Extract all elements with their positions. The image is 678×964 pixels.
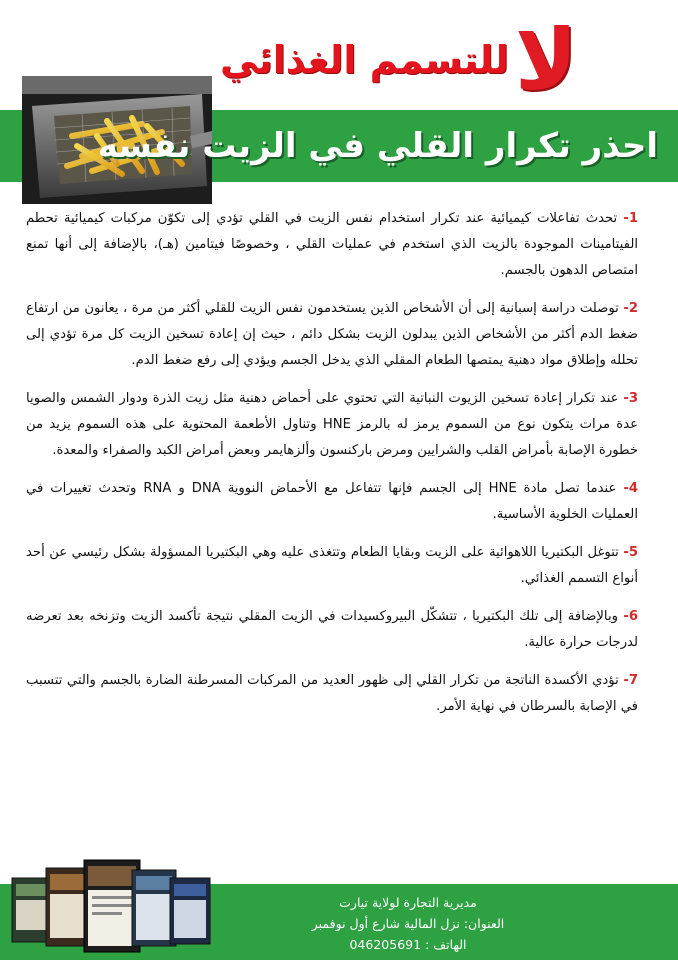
paragraph-6	[26, 604, 638, 656]
paragraph-3	[26, 386, 638, 464]
footer-contact	[278, 892, 538, 955]
paragraph-text: عند تكرار إعادة تسخين الزيوت النباتية التي تحتوي على أحماض دهنية مثل زيت الذرة ودوار الشمس والصويا عدة مرات يتكون نوع من السموم يرمز له بالرمز HNE وتناول الأطعمة المحتوية على هذه السموم يزيد من خطورة الإصابة بأمراض القلب والشرايين ومرض باركنسون وألزهايمر وبعض أمراض الكبد والصفراء والمعدة.	[26, 391, 639, 458]
title-warning: احذر تكرار القلي في الزيت نفسه	[97, 126, 658, 166]
paragraph-number: 3-	[623, 391, 638, 406]
paragraph-5	[26, 540, 638, 592]
footer-address: العنوان: نزل المالية شارع أول نوفمبر	[311, 916, 505, 931]
paragraph-number: 2-	[623, 301, 638, 316]
article-body	[26, 206, 638, 732]
paragraph-text: تتوغل البكتيريا اللاهوائية على الزيت وبقايا الطعام وتتغذى عليه وهي البكتيريا المسؤولة بشكل رئيسي عن أحد أنواع التسمم الغذائي.	[26, 545, 638, 586]
paragraph-text: توصلت دراسة إسبانية إلى أن الأشخاص الذين يستخدمون نفس الزيت للقلي أكثر من مرة ، يعانون من ارتفاع ضغط الدم أكثر من الأشخاص الذين يبدلون الزيت بشكل دائم ، حيث إن إعادة تسخين الزيت كل مرة تؤدي إلى تحلله وإطلاق مواد دهنية يمتصها الطعام المقلي الذي يدخل الجسم ويؤدي إلى رفع ضغط الدم.	[26, 301, 638, 368]
title-no: لا	[514, 11, 578, 109]
paragraph-number: 1-	[623, 211, 638, 226]
paragraph-2	[26, 296, 638, 374]
website-thumbnails-illustration	[10, 856, 248, 960]
title-main	[220, 12, 670, 108]
paragraph-number: 4-	[623, 481, 638, 496]
paragraph-text: تحدث تفاعلات كيميائية عند تكرار استخدام نفس الزيت في القلي تؤدي إلى تكوّن مركبات كيميائية تحطم الفيتامينات الموجودة بالزيت الذي استخدم في عمليات القلي ، وخصوصًا فيتامين (هـ)، بالإضافة إلى أنها تمنع امتصاص الدهون بالجسم.	[26, 211, 638, 278]
paragraph-number: 5-	[623, 545, 638, 560]
paragraph-number: 7-	[623, 673, 638, 688]
footer-phone: الهاتف : 046205691	[349, 937, 467, 952]
paragraph-text: تؤدي الأكسدة الناتجة من تكرار القلي إلى ظهور العديد من المركبات المسرطنة الضارة بالجسم والتي تتسبب في الإصابة بالسرطان في نهاية الأمر.	[26, 673, 638, 714]
paragraph-4	[26, 476, 638, 528]
header	[0, 0, 678, 210]
title-food-poisoning: للتسمم الغذائي	[220, 38, 509, 82]
footer-directorate: مديرية التجارة لولاية تيارت	[339, 895, 477, 910]
paragraph-text: وبالإضافة إلى تلك البكتيريا ، تتشكّل البيروكسيدات في الزيت المقلي نتيجة تأكسد الزيت وتزنخه بعد تعرضه لدرجات حرارة عالية.	[26, 609, 638, 650]
paragraph-1	[26, 206, 638, 284]
paragraph-7	[26, 668, 638, 720]
paragraph-text: عندما تصل مادة HNE إلى الجسم فإنها تتفاعل مع الأحماض النووية DNA و RNA وتحدث تغييرات في العمليات الخلوية الأساسية.	[26, 481, 638, 522]
paragraph-number: 6-	[623, 609, 638, 624]
website-thumbnails-image	[10, 856, 248, 960]
